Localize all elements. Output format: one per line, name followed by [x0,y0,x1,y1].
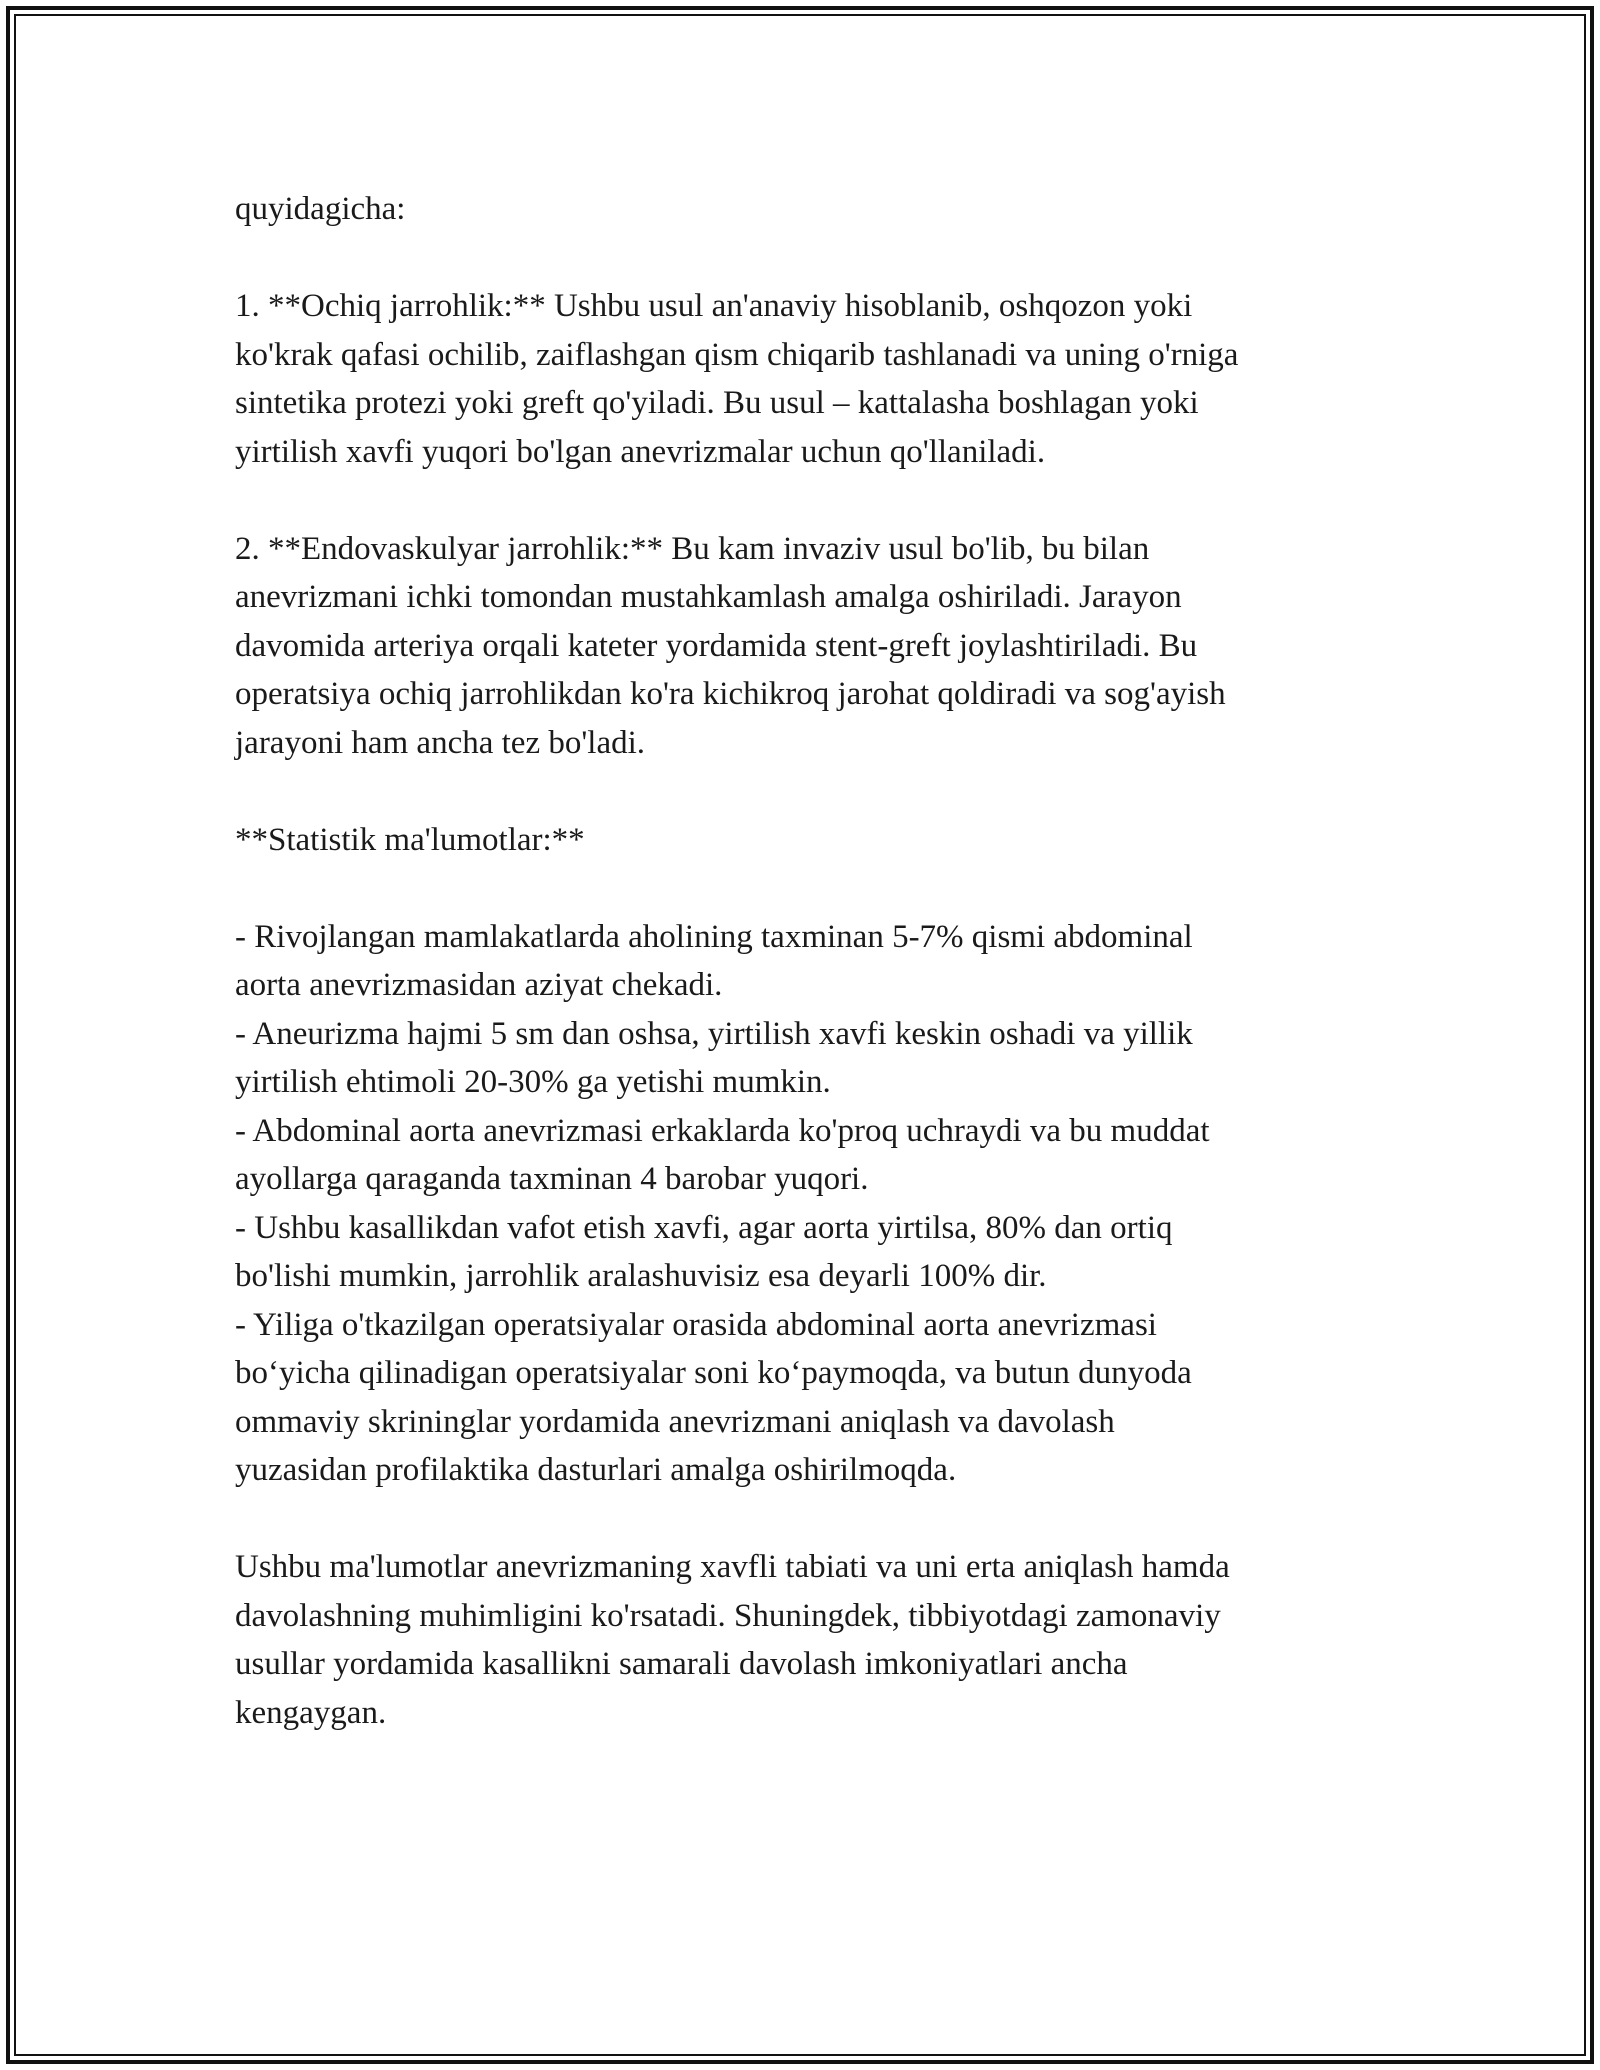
conclusion-paragraph [235,1543,1365,1737]
paragraph-line: Ushbu ma'lumotlar anevrizmaning xavfli tabiati va uni erta aniqlash hamda [235,1549,1230,1585]
stats-line: - Rivojlangan mamlakatlarda aholining taxminan 5-7% qismi abdominal [235,918,1193,955]
stats-line: ommaviy skrininglar yordamida anevrizmani aniqlash va davolash [235,1403,1115,1440]
paragraph-line: 2. **Endovaskulyar jarrohlik:** Bu kam invaziv usul bo'lib, bu bilan [235,530,1150,567]
item-endovascular-surgery [235,525,1365,768]
paragraph-line: davomida arteriya orqali kateter yordamida stent-greft joylashtiriladi. Bu [235,627,1198,664]
stats-heading: **Statistik ma'lumotlar:** [235,821,585,858]
stats-line: - Abdominal aorta anevrizmasi erkaklarda ko'proq uchraydi va bu muddat [235,1112,1210,1149]
paragraph-line: jarayoni ham ancha tez bo'ladi. [235,724,646,761]
stats-line: yirtilish ehtimoli 20-30% ga yetishi mumkin. [235,1064,831,1100]
stats-line: - Aneurizma hajmi 5 sm dan oshsa, yirtilish xavfi keskin oshadi va yillik [235,1015,1193,1052]
stats-list [235,913,1365,1495]
paragraph-line: sintetika protezi yoki greft qo'yiladi. Bu usul – kattalasha boshlagan yoki [235,385,1199,421]
document-body [235,185,1365,1737]
stats-line: ayollarga qaraganda taxminan 4 barobar yuqori. [235,1161,869,1197]
paragraph-line: davolashning muhimligini ko'rsatadi. Shuningdek, tibbiyotdagi zamonaviy [235,1597,1221,1634]
paragraph-line: anevrizmani ichki tomondan mustahkamlash amalga oshiriladi. Jarayon [235,579,1182,615]
paragraph-gap [235,864,1365,913]
intro-line: quyidagicha: [235,191,406,227]
paragraph-line: ko'krak qafasi ochilib, zaiflashgan qism chiqarib tashlanadi va uning o'rniga [235,336,1239,373]
paragraph-line: yirtilish xavfi yuqori bo'lgan anevrizmalar uchun qo'llaniladi. [235,433,1046,470]
stats-line: yuzasidan profilaktika dasturlari amalga oshirilmoqda. [235,1452,957,1488]
paragraph-gap [235,234,1365,283]
item-open-surgery [235,282,1365,476]
paragraph-line: 1. **Ochiq jarrohlik:** Ushbu usul an'anaviy hisoblanib, oshqozon yoki [235,288,1193,324]
paragraph-line: operatsiya ochiq jarrohlikdan ko'ra kichikroq jarohat qoldiradi va sog'ayish [235,676,1226,712]
stats-line: bo'lishi mumkin, jarrohlik aralashuvisiz esa deyarli 100% dir. [235,1258,1047,1294]
paragraph-gap [235,476,1365,525]
paragraph-gap [235,1495,1365,1544]
stats-line: - Ushbu kasallikdan vafot etish xavfi, agar aorta yirtilsa, 80% dan ortiq [235,1209,1173,1246]
paragraph-line: kengaygan. [235,1694,387,1731]
paragraph-gap [235,767,1365,816]
paragraph-line: usullar yordamida kasallikni samarali davolash imkoniyatlari ancha [235,1646,1128,1682]
stats-line: - Yiliga o'tkazilgan operatsiyalar orasida abdominal aorta anevrizmasi [235,1306,1157,1343]
stats-line: bo‘yicha qilinadigan operatsiyalar soni ko‘paymoqda, va butun dunyoda [235,1355,1192,1391]
stats-line: aorta anevrizmasidan aziyat chekadi. [235,967,723,1003]
